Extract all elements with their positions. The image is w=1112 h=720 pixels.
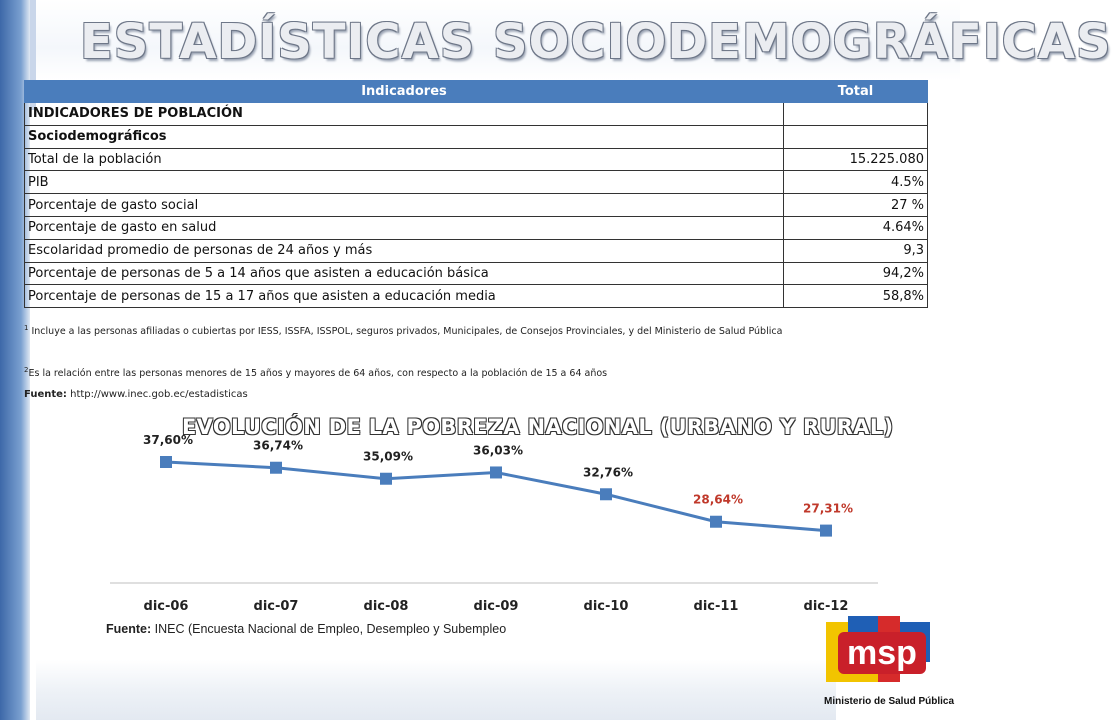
table-header-row (25, 81, 928, 103)
data-point (600, 488, 612, 500)
data-point (160, 456, 172, 468)
footnote-2 (24, 364, 934, 380)
header-total: Total (784, 81, 928, 103)
footnote-2-text: Es la relación entre las personas menores de 15 años y mayores de 64 años, con respecto a la población de 15 a 64 años (28, 368, 608, 380)
row-label: Porcentaje de gasto social (25, 194, 784, 217)
data-point (710, 516, 722, 528)
page-title: ESTADÍSTICAS SOCIODEMOGRÁFICAS (80, 14, 1112, 70)
data-label: 37,60% (143, 433, 193, 447)
table-row (25, 239, 928, 262)
row-value: 94,2% (784, 262, 928, 285)
table-source-url: http://www.inec.gob.ec/estadisticas (66, 389, 248, 400)
x-tick-label: dic-06 (143, 599, 189, 614)
footnote-1-mark: 1 (24, 324, 29, 332)
table-row (25, 216, 928, 239)
subsection-label: Sociodemográficos (25, 125, 784, 148)
row-label: Escolaridad promedio de personas de 24 años y más (25, 239, 784, 262)
data-label: 28,64% (693, 492, 743, 507)
poverty-line-chart (100, 433, 900, 620)
data-label: 27,31% (803, 501, 853, 516)
row-label: Total de la población (25, 148, 784, 171)
header-indicadores: Indicadores (25, 81, 784, 103)
table-row (25, 194, 928, 217)
section-label: INDICADORES DE POBLACIÓN (25, 103, 784, 126)
x-tick-label: dic-07 (253, 599, 299, 614)
subsection-empty-cell (784, 125, 928, 148)
x-tick-label: dic-09 (473, 599, 519, 614)
row-value: 58,8% (784, 285, 928, 308)
bottom-band (36, 660, 836, 720)
table-row (25, 171, 928, 194)
row-label: PIB (25, 171, 784, 194)
data-point (820, 525, 832, 537)
footnote-1 (24, 322, 934, 338)
table-source-label: Fuente: (24, 389, 67, 400)
data-point (490, 466, 502, 478)
table-source (24, 389, 248, 400)
x-tick-label: dic-12 (803, 599, 849, 614)
row-label: Porcentaje de gasto en salud (25, 216, 784, 239)
chart-source-text: INEC (Encuesta Nacional de Empleo, Desempleo y Subempleo (151, 622, 507, 636)
chart-source-label: Fuente: (106, 622, 152, 636)
table-section-row (25, 103, 928, 126)
data-label: 36,74% (253, 438, 303, 453)
logo-caption: Ministerio de Salud Pública (824, 696, 955, 707)
data-label: 36,03% (473, 443, 523, 458)
table-row (25, 148, 928, 171)
row-value: 15.225.080 (784, 148, 928, 171)
row-value: 27 % (784, 194, 928, 217)
data-point (270, 462, 282, 474)
data-label: 35,09% (363, 449, 413, 464)
x-tick-label: dic-10 (583, 599, 629, 614)
row-value: 4.64% (784, 216, 928, 239)
row-label: Porcentaje de personas de 5 a 14 años que asisten a educación básica (25, 262, 784, 285)
data-point (380, 473, 392, 485)
data-label: 32,76% (583, 465, 633, 480)
x-tick-label: dic-08 (363, 599, 409, 614)
chart-source (106, 622, 506, 636)
footnote-1-text: Incluye a las personas afiliadas o cubiertas por IESS, ISSFA, ISSPOL, seguros privados, Municipales, de Consejos Provinciales, y del Ministerio de Salud Pública (28, 326, 783, 338)
row-label: Porcentaje de personas de 15 a 17 años que asisten a educación media (25, 285, 784, 308)
table-row (25, 285, 928, 308)
chart-title: EVOLUCIÓN DE LA POBREZA NACIONAL (URBANO Y RURAL) (182, 415, 894, 439)
footnote-2-mark: 2 (24, 366, 29, 374)
table-row (25, 262, 928, 285)
logo-mark-text: msp (847, 634, 917, 672)
table-subsection-row (25, 125, 928, 148)
row-value: 9,3 (784, 239, 928, 262)
indicators-table (24, 80, 928, 308)
section-empty-cell (784, 103, 928, 126)
row-value: 4.5% (784, 171, 928, 194)
x-tick-label: dic-11 (693, 599, 739, 614)
